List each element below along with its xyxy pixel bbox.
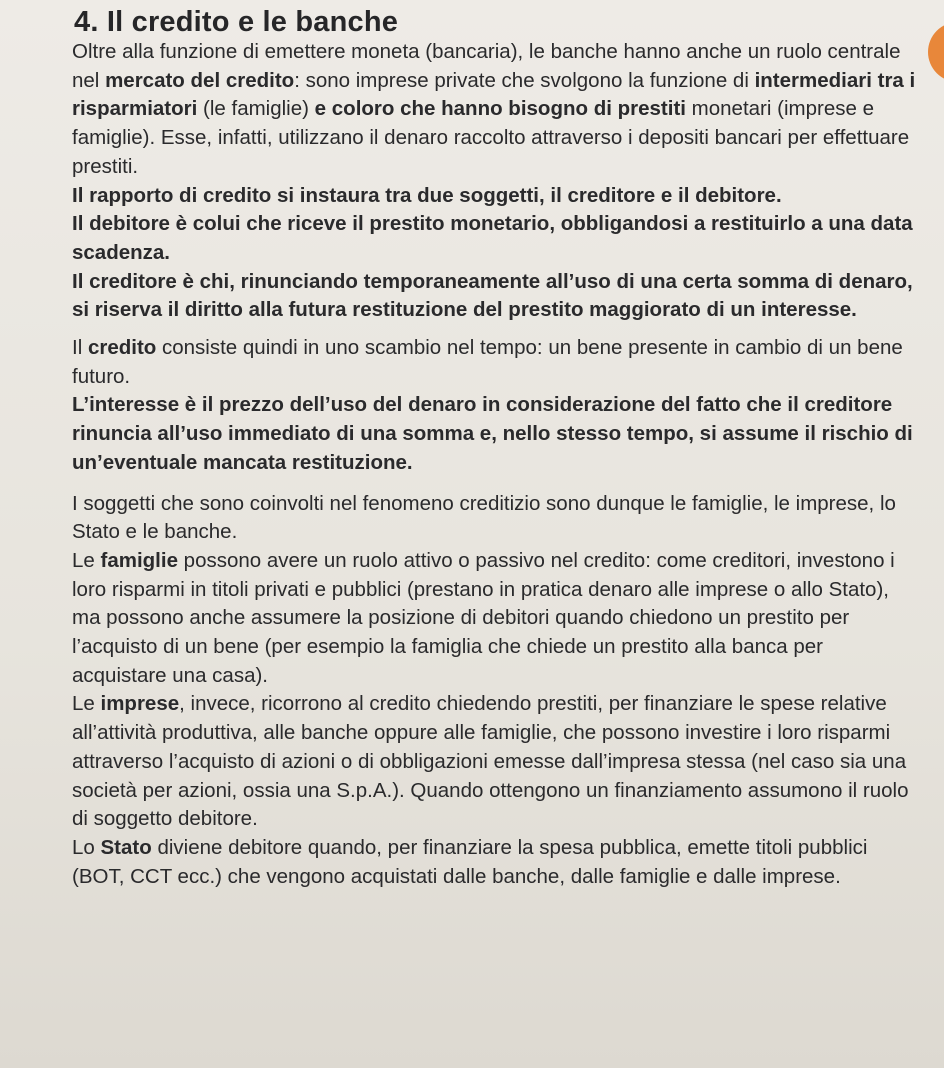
paragraph-stato: Lo Stato diviene debitore quando, per finanziare la spesa pubblica, emette titoli pubblici (BOT, CCT ecc.) che vengono acquistati dalle banche, dalle famiglie e dalle imprese. [72,835,868,888]
term-famiglie: famiglie [100,548,178,572]
section-body [72,38,918,891]
paragraph-intro: Oltre alla funzione di emettere moneta (bancaria), le banche hanno anche un ruolo centrale nel mercato del credito: sono imprese private che svolgono la funzione di intermediari tra i risparmiatori (le famiglie) e coloro che hanno bisogno di prestiti monetari (imprese e famiglie). Esse, infatti, utilizzano il denaro raccolto attraverso i depositi bancari per effettuare prestiti. [72,40,916,178]
term-mercato-del-credito: mercato del credito [105,68,295,92]
term-bisogno-prestiti: e coloro che hanno bisogno di prestiti [314,97,686,121]
section-heading: 4. Il credito e le banche [74,6,399,38]
term-credito: credito [87,336,157,360]
paragraph-debitore: Il debitore è colui che riceve il prestito monetario, obbligandosi a restituirlo a una data scadenza. [72,212,913,264]
term-intermediari: intermediari tra i risparmiatori [72,68,916,121]
section-tab-marker [928,22,944,82]
term-stato: Stato [100,835,152,859]
paragraph-soggetti: I soggetti che sono coinvolti nel fenomeno creditizio sono dunque le famiglie, le imprese, lo Stato e le banche. [72,491,896,544]
paragraph-famiglie: Le famiglie possono avere un ruolo attivo o passivo nel credito: come creditori, investono i loro risparmi in titoli privati e pubblici (prestano in pratica denaro alle imprese o allo Stato), ma possono anche assumere la posizione di debitori quando chiedono un prestito per l’acquisto di un bene (per esempio la famiglia che chiede un prestito alla banca per acquistare una casa). [72,548,895,687]
paragraph-rapporto-credito: Il rapporto di credito si instaura tra due soggetti, il creditore e il debitore. [72,183,782,207]
paragraph-creditore: Il creditore è chi, rinunciando temporaneamente all’uso di una certa somma di denaro, si riserva il diritto alla futura restituzione del prestito maggiorato di un interesse. [72,269,913,322]
paragraph-imprese: Le imprese, invece, ricorrono al credito chiedendo prestiti, per finanziare le spese relative all’attività produttiva, alle banche oppure alle famiglie, che possono investire i loro risparmi attraverso l’acquisto di azioni o di obbligazioni emesse dall’impresa stessa (nel caso sia una società per azioni, ossia una S.p.A.). Quando ottengono un finanziamento assumono il ruolo di soggetto debitore. [72,692,909,831]
paragraph-scambio: Il credito consiste quindi in uno scambio nel tempo: un bene presente in cambio di un bene futuro. [72,336,903,388]
paragraph-interesse: L’interesse è il prezzo dell’uso del denaro in considerazione del fatto che il creditore rinuncia all’uso immediato di una somma e, nello stesso tempo, si assume il rischio di un’eventuale mancata restituzione. [72,393,913,474]
term-imprese: imprese [100,692,180,716]
